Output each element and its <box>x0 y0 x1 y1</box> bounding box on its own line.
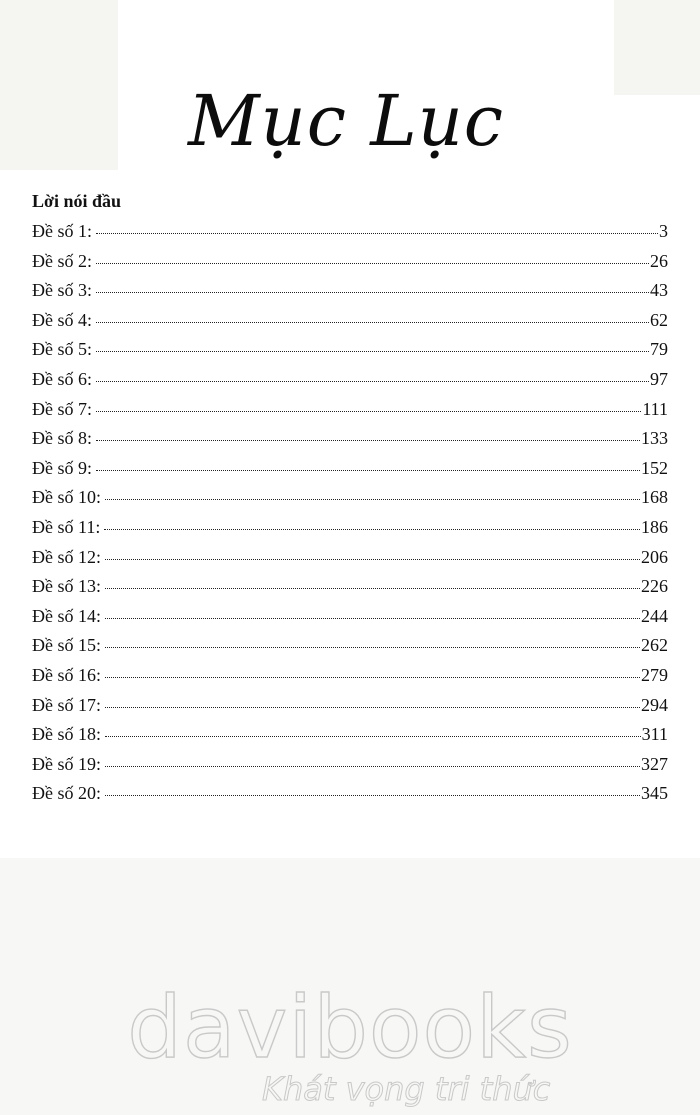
toc-entry[interactable] <box>32 428 668 458</box>
toc-entry-label: Đề số 6: <box>32 368 92 389</box>
toc-entry-label: Đề số 5: <box>32 339 92 360</box>
toc-entry-label: Đề số 17: <box>32 694 101 715</box>
toc-entry[interactable] <box>32 547 668 577</box>
toc-entry-page-number: 152 <box>641 457 668 478</box>
dot-leader <box>105 707 640 708</box>
toc-entry-page-number: 133 <box>641 428 668 449</box>
toc-entry-label: Đề số 11: <box>32 516 101 537</box>
dot-leader <box>96 292 649 293</box>
toc-entry-page-number: 244 <box>641 605 668 626</box>
toc-entry-label: Đề số 14: <box>32 605 101 626</box>
toc-entry[interactable] <box>32 339 668 369</box>
toc-entry-page-number: 111 <box>642 398 668 419</box>
dot-leader <box>96 470 640 471</box>
dot-leader <box>105 647 640 648</box>
toc-entry[interactable] <box>32 369 668 399</box>
toc-entry[interactable] <box>32 310 668 340</box>
dot-leader <box>105 795 640 796</box>
toc-entry-label: Đề số 20: <box>32 783 101 804</box>
preface-heading: Lời nói đầu <box>32 191 122 211</box>
toc-entry-label: Đề số 12: <box>32 546 101 567</box>
watermark-tagline: Khát vọng tri thức <box>262 1070 551 1108</box>
dot-leader <box>105 736 641 737</box>
toc-entry-page-number: 26 <box>650 250 668 271</box>
dot-leader <box>105 588 640 589</box>
dot-leader <box>96 322 649 323</box>
dot-leader <box>105 559 640 560</box>
toc-entry[interactable] <box>32 635 668 665</box>
toc-entry[interactable] <box>32 783 668 813</box>
toc-entry-label: Đề số 3: <box>32 280 92 301</box>
toc-entry[interactable] <box>32 487 668 517</box>
toc-entry[interactable] <box>32 280 668 310</box>
toc-entry-page-number: 311 <box>641 724 668 745</box>
toc-entry-page-number: 43 <box>650 280 668 301</box>
dot-leader <box>104 529 640 530</box>
toc-entry-label: Đề số 1: <box>32 221 92 241</box>
toc-entry[interactable] <box>32 251 668 281</box>
dot-leader <box>105 499 640 500</box>
toc-entry-page-number: 3 <box>659 221 668 241</box>
toc-entry-label: Đề số 4: <box>32 309 92 330</box>
toc-entry-page-number: 279 <box>641 664 668 685</box>
toc-entry[interactable] <box>32 399 668 429</box>
dot-leader <box>96 411 641 412</box>
dot-leader <box>96 351 649 352</box>
toc-entry[interactable] <box>32 695 668 725</box>
toc-entry-page-number: 186 <box>641 516 668 537</box>
toc-entry[interactable] <box>32 606 668 636</box>
dot-leader <box>96 440 640 441</box>
toc-entry[interactable] <box>32 221 668 251</box>
table-of-contents <box>32 221 668 813</box>
toc-entry-label: Đề số 8: <box>32 428 92 449</box>
toc-entry[interactable] <box>32 724 668 754</box>
toc-entry-label: Đề số 9: <box>32 457 92 478</box>
toc-entry-label: Đề số 18: <box>32 724 101 745</box>
toc-entry-label: Đề số 19: <box>32 753 101 774</box>
dot-leader <box>105 766 640 767</box>
toc-entry-page-number: 262 <box>641 635 668 656</box>
toc-entry-page-number: 97 <box>650 368 668 389</box>
page-title: Mục Lục <box>188 80 504 162</box>
dot-leader <box>96 233 658 234</box>
toc-entry-page-number: 168 <box>641 487 668 508</box>
toc-entry[interactable] <box>32 576 668 606</box>
toc-entry-label: Đề số 2: <box>32 250 92 271</box>
toc-entry[interactable] <box>32 458 668 488</box>
dot-leader <box>96 263 649 264</box>
toc-entry-label: Đề số 7: <box>32 398 92 419</box>
toc-entry[interactable] <box>32 517 668 547</box>
toc-entry[interactable] <box>32 665 668 695</box>
dot-leader <box>105 677 640 678</box>
toc-entry-page-number: 62 <box>650 309 668 330</box>
watermark-brand: davibooks <box>127 978 573 1078</box>
toc-entry-page-number: 327 <box>641 753 668 774</box>
toc-entry-page-number: 206 <box>641 546 668 567</box>
toc-entry-page-number: 345 <box>641 783 668 804</box>
toc-entry-label: Đề số 13: <box>32 576 101 597</box>
toc-entry[interactable] <box>32 754 668 784</box>
toc-entry-label: Đề số 10: <box>32 487 101 508</box>
dot-leader <box>96 381 649 382</box>
toc-entry-page-number: 226 <box>641 576 668 597</box>
toc-entry-label: Đề số 15: <box>32 635 101 656</box>
dot-leader <box>105 618 640 619</box>
toc-entry-page-number: 79 <box>650 339 668 360</box>
toc-entry-label: Đề số 16: <box>32 664 101 685</box>
toc-entry-page-number: 294 <box>641 694 668 715</box>
